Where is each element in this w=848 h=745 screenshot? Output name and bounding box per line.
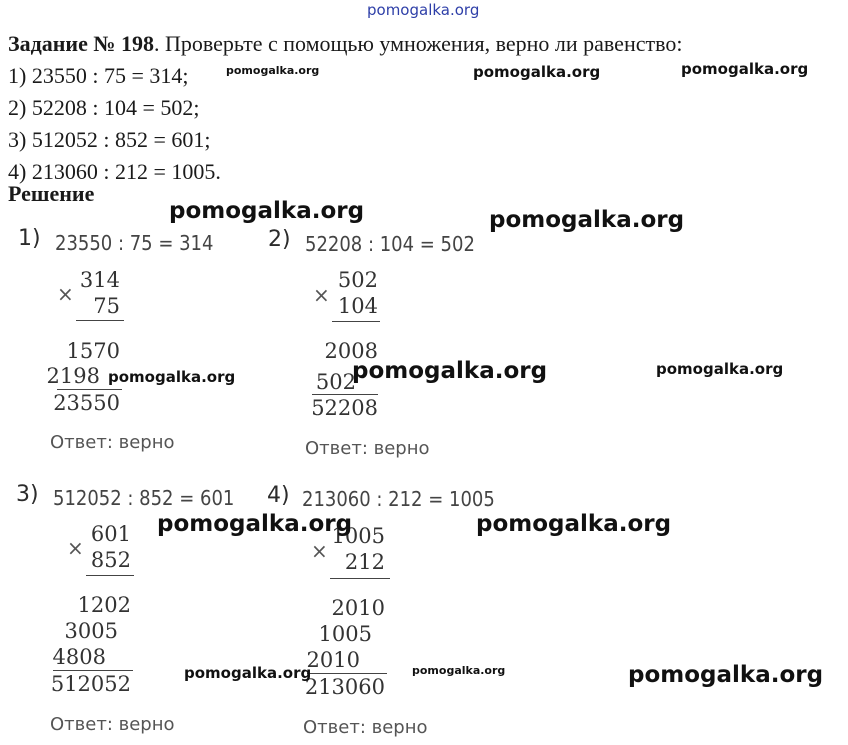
block-4-number: 4) [267,483,290,508]
block-3-rule-1 [86,575,134,576]
block-2-rule-1 [332,321,380,322]
block-1-factor1: 314 [79,268,120,292]
block-1-times-sign: × [57,282,74,306]
block-2-answer: Ответ: верно [305,438,430,459]
block-2-equation: 52208 : 104 = 502 [305,232,475,256]
block-2-times-sign: × [313,283,330,307]
watermark: pomogalka.org [108,368,236,386]
block-4-factor2: 212 [344,550,385,574]
block-1-factor2: 75 [93,294,120,318]
block-1-partial-2: 2198 [46,364,100,388]
solution-heading: Решение [8,181,95,206]
watermark: pomogalka.org [157,511,353,537]
block-3-times-sign: × [67,536,84,560]
block-2-rule-2 [312,394,378,395]
block-4-product: 213060 [304,675,385,699]
task-item-1: 1) 23550 : 75 = 314; [8,63,189,88]
block-3-equation: 512052 : 852 = 601 [53,486,235,510]
task-title-line [8,28,682,60]
block-2-partial-1: 2008 [324,339,378,363]
block-2-number: 2) [268,227,291,252]
watermark: pomogalka.org [628,662,824,688]
task-item-4: 4) 213060 : 212 = 1005. [8,159,221,184]
watermark: pomogalka.org [184,664,312,682]
block-4-rule-2 [307,673,387,674]
watermark: pomogalka.org [473,63,601,81]
block-2-product: 52208 [311,396,378,420]
watermark: pomogalka.org [656,360,784,378]
block-4-factor1: 1005 [331,524,385,548]
watermark: pomogalka.org [169,198,365,224]
block-1-rule-2 [57,389,122,390]
block-4-rule-1 [330,578,390,579]
block-4-partial-1: 2010 [331,596,385,620]
block-3-partial-1: 1202 [77,593,131,617]
task-item-3: 3) 512052 : 852 = 601; [8,127,211,152]
watermark-top: pomogalka.org [367,1,480,19]
task-text: . Проверьте с помощью умножения, верно ли равенство: [153,31,683,56]
task-number: Задание № 198 [8,31,154,56]
block-1-equation: 23550 : 75 = 314 [55,231,214,255]
block-4-answer: Ответ: верно [303,717,428,738]
watermark: pomogalka.org [352,358,548,384]
block-3-product: 512052 [50,672,131,696]
task-item-2: 2) 52208 : 104 = 502; [8,95,200,120]
block-4-equation: 213060 : 212 = 1005 [302,487,495,511]
block-2-partial-2: 502 [315,370,356,394]
block-3-answer: Ответ: верно [50,714,175,735]
block-2-factor2: 104 [337,294,378,318]
watermark: pomogalka.org [489,207,685,233]
block-4-times-sign: × [311,539,328,563]
watermark: pomogalka.org [412,664,506,677]
block-3-factor2: 852 [90,548,131,572]
block-1-number: 1) [18,226,41,251]
block-1-answer: Ответ: верно [50,432,175,453]
block-4-partial-3: 2010 [306,648,360,672]
block-1-rule-1 [76,320,124,321]
block-3-partial-2: 3005 [64,619,118,643]
block-3-number: 3) [16,482,39,507]
block-4-partial-2: 1005 [318,622,372,646]
block-3-rule-2 [53,670,133,671]
watermark: pomogalka.org [226,64,320,77]
block-1-partial-1: 1570 [66,339,120,363]
block-3-partial-3: 4808 [52,645,106,669]
watermark: pomogalka.org [476,511,672,537]
block-2-factor1: 502 [337,268,378,292]
block-3-factor1: 601 [90,522,131,546]
task-statement [8,28,682,188]
block-1-product: 23550 [53,391,120,415]
watermark: pomogalka.org [681,60,809,78]
